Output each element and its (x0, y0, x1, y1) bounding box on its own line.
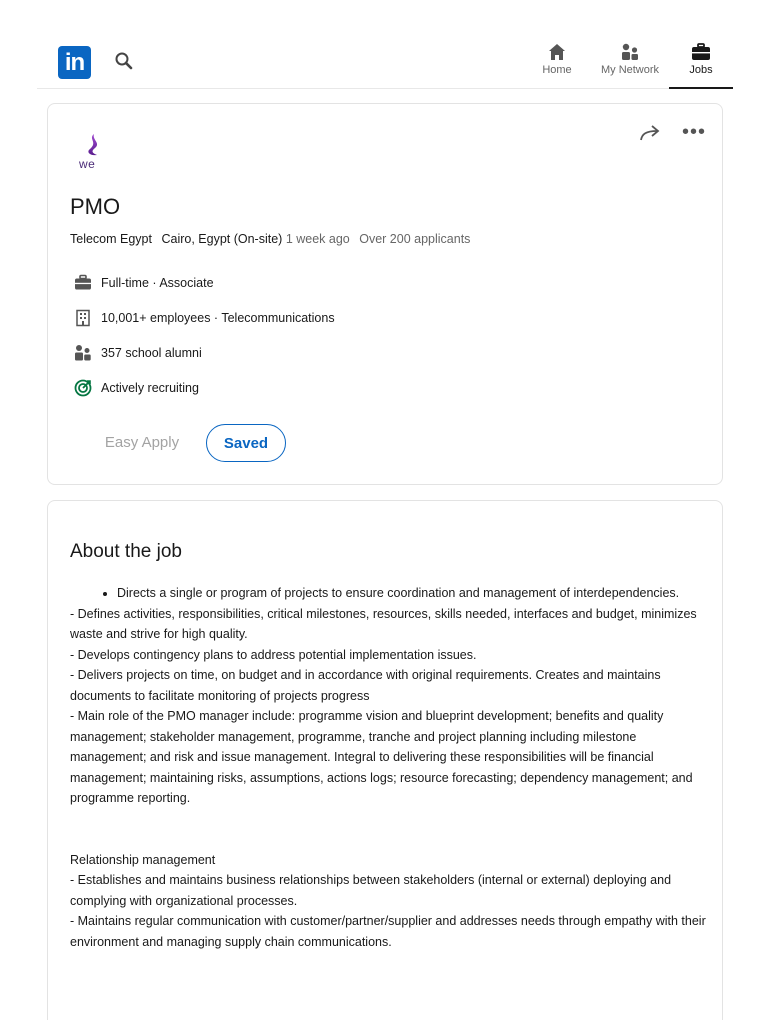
nav-item-my-network[interactable] (597, 42, 663, 89)
nav-item-home[interactable] (535, 42, 579, 89)
company-name[interactable]: Telecom Egypt (70, 232, 152, 246)
briefcase-icon (690, 42, 712, 62)
insight-job-type (74, 272, 214, 294)
job-location: Cairo, Egypt (On-site) (161, 232, 283, 246)
nav-label-home: Home (542, 64, 572, 76)
nav-label-jobs: Jobs (689, 64, 713, 76)
people-icon (74, 344, 92, 362)
target-icon (74, 379, 92, 397)
job-title: PMO (70, 194, 121, 219)
search-icon[interactable] (112, 49, 136, 73)
insight-text: Full-time · Associate (101, 276, 214, 290)
company-logo-text: we (79, 157, 96, 171)
description-line: - Establishes and maintains business relationships between stakeholders (internal or external) deploying and complying with organizational processes. (70, 873, 672, 908)
about-job-card (47, 500, 723, 1020)
more-options-icon[interactable]: ••• (682, 121, 707, 143)
linkedin-logo[interactable]: in (58, 46, 91, 79)
insight-company-size (74, 307, 335, 329)
description-line: - Defines activities, responsibilities, critical milestones, resources, skills needed, interfaces and budget, minimizes waste and strive for high quality. (70, 606, 697, 641)
applicant-count: Over 200 applicants (359, 232, 471, 246)
insight-text: 357 school alumni (101, 346, 202, 360)
nav-label-my-network: My Network (600, 64, 660, 76)
job-summary-card (47, 103, 723, 485)
job-description (70, 583, 710, 952)
easy-apply-button[interactable]: Easy Apply (92, 424, 192, 462)
briefcase-icon (74, 274, 92, 292)
description-line: - Maintains regular communication with customer/partner/supplier and addresses needs through empathy with their environment and managing supply chain communications. (70, 914, 706, 949)
share-icon[interactable] (638, 122, 662, 144)
about-job-heading: About the job (70, 541, 182, 562)
global-nav (37, 34, 733, 89)
description-bullet: • Directs a single or program of projects to ensure coordination and management of interdependencies. (117, 583, 710, 604)
home-icon (546, 42, 568, 62)
people-icon (619, 42, 641, 62)
description-line: - Main role of the PMO manager include: programme vision and blueprint development; benefits and quality management; stakeholder management, programme, tranche and project planning including milestone management; and risk and issue management. Integral to delivering these responsibilities will be financial management; maintaining risks, assumptions, actions logs; resource forecasting; dependency management; and programme reporting. (70, 709, 693, 805)
section-heading: Relationship management (70, 852, 216, 867)
nav-item-jobs[interactable] (669, 42, 733, 89)
insight-text: 10,001+ employees · Telecommunications (101, 311, 335, 325)
description-line: - Delivers projects on time, on budget and in accordance with original requirements. Creates and maintains documents to facilitate monitoring of projects progress (70, 668, 661, 703)
description-line: - Develops contingency plans to address potential implementation issues. (70, 647, 477, 662)
building-icon (74, 309, 92, 327)
saved-button[interactable]: Saved (206, 424, 286, 462)
insight-text: Actively recruiting (101, 381, 199, 395)
job-meta (70, 232, 470, 246)
posted-time: 1 week ago (285, 232, 350, 246)
insight-alumni[interactable] (74, 342, 202, 364)
insight-recruiting (74, 377, 199, 399)
